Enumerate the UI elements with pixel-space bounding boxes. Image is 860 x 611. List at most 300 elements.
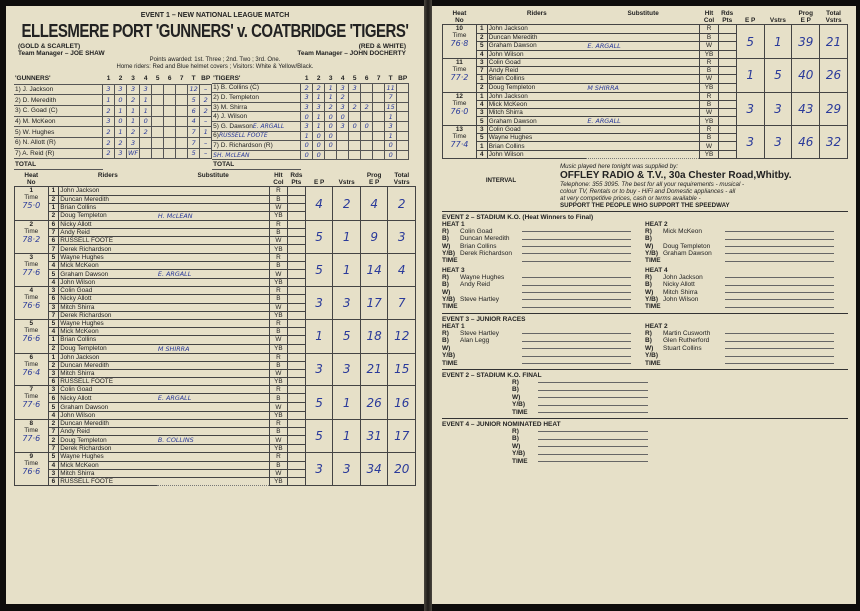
result-line	[442, 281, 645, 288]
rider-name-cell	[212, 131, 301, 141]
rider-number: 4	[48, 461, 59, 469]
heat-pep-score: 26	[360, 386, 388, 420]
time-label: Time	[24, 360, 39, 368]
ride-score	[164, 148, 176, 159]
heat-number: 4	[29, 287, 34, 295]
result-blank	[522, 250, 631, 254]
helmet-colour-code: B	[269, 461, 287, 469]
rider-name: Colin Goad	[59, 287, 157, 295]
event2-section	[442, 211, 848, 311]
helmet-colour-code: W	[700, 75, 718, 83]
heat-pvs-score: 20	[388, 453, 416, 486]
rider-name: 4) J. Wilson	[213, 113, 248, 121]
ride-score	[373, 150, 385, 160]
column-header: Riders	[97, 172, 118, 180]
heat-rider-row	[443, 25, 848, 33]
result-blank	[522, 330, 631, 334]
rider-number: 5	[476, 41, 487, 50]
ride-score: 1	[301, 131, 313, 141]
substitute-cell	[157, 303, 270, 311]
substitute-name: E. ARGALL	[157, 394, 192, 403]
helmet-colour-code: YB	[700, 50, 718, 58]
result-line	[512, 409, 848, 416]
ride-score: 1	[385, 131, 397, 141]
heat-rider-row	[15, 187, 416, 195]
heat-ep-score: 3	[736, 126, 764, 159]
heat-score-sheet-continued	[442, 10, 848, 159]
heat-pep-score: 31	[360, 419, 388, 453]
colour-code: B)	[645, 281, 652, 289]
result-line	[442, 289, 645, 296]
ride-score	[152, 105, 164, 116]
rider-name: 7) D. Richardson (R)	[213, 141, 273, 149]
helmet-colour-code: YB	[269, 311, 287, 319]
colour-code: TIME	[442, 303, 458, 311]
ride-score: 2	[200, 95, 212, 106]
ride-score	[164, 84, 176, 95]
ride-score	[373, 93, 385, 103]
rider-name: Derek Richardson	[59, 245, 157, 253]
rider-number: 3	[48, 303, 59, 311]
rider-entry: John Wilson	[663, 296, 699, 304]
ride-score	[397, 112, 409, 122]
colour-code: Y/B)	[645, 296, 658, 304]
helmet-colour-code: W	[269, 336, 287, 344]
heat-number: 3	[29, 253, 34, 261]
rider-number: 7	[48, 229, 59, 237]
rider-name: Colin Goad	[59, 386, 157, 394]
helmet-colour-code: W	[700, 108, 718, 116]
helmet-colour-code: B	[700, 100, 718, 108]
rider-name: 5) G. Dawson	[213, 122, 253, 130]
result-line	[645, 250, 848, 257]
ride-score: 5	[188, 148, 200, 159]
rider-points	[287, 403, 305, 411]
heat-pep-score: 14	[360, 253, 388, 287]
colour-code: R)	[442, 273, 449, 281]
result-line	[512, 379, 848, 386]
colour-code: B)	[442, 281, 449, 289]
rider-number: 3	[48, 386, 59, 394]
result-blank	[725, 337, 834, 341]
colour-code: TIME	[645, 303, 661, 311]
result-blank	[725, 250, 834, 254]
heat-ep-score: 5	[305, 386, 333, 420]
colour-code: B)	[442, 235, 449, 243]
column-header: Riders	[526, 10, 547, 18]
rider-number: 7	[476, 67, 487, 75]
column-header: Heat	[24, 172, 39, 180]
rider-number: 4	[476, 150, 487, 158]
rider-points	[287, 303, 305, 311]
rider-name: Duncan Meredith	[59, 419, 157, 427]
rider-name: Doug Templeton	[59, 344, 157, 353]
rider-name-cell	[14, 105, 103, 116]
rider-score-row	[14, 84, 212, 95]
advert-line: colour TV, Rentals or to buy - HiFi and Domestic appliances - all	[560, 187, 736, 195]
rider-number: 6	[48, 237, 59, 245]
advert-intro: Music played here tonight was supplied by:	[560, 162, 678, 170]
rider-score-row	[212, 83, 409, 93]
heat-vs-score: 3	[333, 353, 361, 386]
heat-number: 6	[29, 353, 34, 361]
rider-score-row	[212, 102, 409, 112]
rider-points	[718, 41, 736, 50]
column-header: Substitute	[197, 172, 229, 180]
result-line	[442, 296, 645, 303]
rider-name: John Jackson	[487, 92, 586, 100]
ride-score: 1	[200, 127, 212, 138]
rider-name: 3) M. Shirra	[213, 103, 248, 111]
heat-rider-row	[443, 126, 848, 134]
heat-number: 1	[29, 187, 34, 195]
colour-code: B)	[645, 337, 652, 345]
rider-points	[287, 477, 305, 485]
rider-name: 3) C. Goad (C)	[15, 107, 58, 115]
rider-entry: Brian Collins	[460, 242, 497, 250]
ride-score: 3	[127, 84, 140, 95]
heat-pvs-score: 16	[388, 386, 416, 420]
rider-number: 3	[476, 108, 487, 116]
substitute-name: E. ARGALL	[587, 117, 621, 126]
ride-score: 0	[325, 141, 337, 151]
ride-column-number: 2	[316, 74, 321, 82]
helmet-colour-code: YB	[269, 411, 287, 419]
colour-code: R)	[645, 273, 652, 281]
result-line	[512, 443, 848, 450]
heat-rider-row	[15, 419, 416, 427]
ride-column-number: T	[388, 74, 393, 82]
rider-number: 2	[48, 361, 59, 369]
heat-number-cell	[443, 58, 477, 92]
substitute-name: H. McLEAN	[157, 211, 193, 220]
heat-pep-score: 17	[360, 287, 388, 320]
ride-score	[397, 141, 409, 151]
event3-title: EVENT 3 – JUNIOR RACES	[442, 315, 526, 323]
rider-name-cell	[212, 150, 301, 160]
heat-vs-score: 3	[333, 287, 361, 320]
heat-ep-score: 5	[305, 220, 333, 253]
heat-pep-score: 34	[360, 453, 388, 486]
ride-score: 0	[140, 116, 152, 127]
helmet-colour-code: YB	[269, 245, 287, 253]
colour-code: Y/B)	[645, 352, 658, 360]
substitute-cell	[157, 279, 270, 287]
ride-score	[152, 95, 164, 106]
helmet-colour-code: R	[269, 453, 287, 461]
column-header: Prog	[366, 172, 382, 180]
column-header: No	[26, 179, 36, 187]
rider-entry	[663, 303, 725, 310]
home-colours: (GOLD & SCARLET)	[18, 43, 81, 50]
substitute-cell	[157, 187, 270, 195]
ride-score: 1	[325, 93, 337, 103]
ride-score	[373, 112, 385, 122]
heat-pep-score: 18	[360, 319, 388, 353]
ride-score: 1	[313, 93, 325, 103]
substitute-cell	[157, 336, 270, 344]
rider-points	[718, 50, 736, 58]
rider-score-row	[14, 116, 212, 127]
rider-points	[718, 25, 736, 33]
rider-points	[287, 353, 305, 361]
helmet-colour-code: R	[269, 253, 287, 261]
rider-score-row	[14, 127, 212, 138]
column-header	[586, 17, 700, 25]
rider-number: 5	[48, 253, 59, 261]
team-label: 'GUNNERS'	[15, 75, 51, 83]
rider-score-row	[212, 141, 409, 151]
event-heat-block	[645, 221, 848, 265]
rider-number: 1	[48, 187, 59, 195]
rider-points	[287, 261, 305, 269]
heat-time: 77·6	[22, 433, 41, 443]
event4-result-lines	[512, 428, 848, 465]
substitute-cell	[157, 203, 270, 211]
heat-pvs-score: 17	[388, 419, 416, 453]
ride-score	[361, 131, 373, 141]
colour-code: TIME	[442, 257, 458, 265]
rider-number: 2	[48, 436, 59, 445]
rider-number: 3	[48, 287, 59, 295]
rider-points	[287, 295, 305, 303]
ride-score	[164, 105, 176, 116]
heat-vs-score: 3	[764, 92, 792, 126]
rider-points	[287, 436, 305, 445]
ride-column-number: 2	[118, 75, 123, 83]
right-programme-page	[432, 6, 856, 604]
heat-ep-score: 3	[305, 353, 333, 386]
rider-entry: Doug Templeton	[663, 242, 711, 250]
result-blank	[522, 337, 631, 341]
ride-score	[140, 137, 152, 148]
heat-vs-score: 1	[333, 386, 361, 420]
event-heat-label: HEAT 4	[645, 266, 668, 274]
booklet-spine	[424, 0, 432, 611]
heat-rider-row	[443, 92, 848, 100]
substitute-cell	[586, 58, 700, 66]
ride-score: –	[200, 84, 212, 95]
column-header	[736, 10, 764, 17]
rider-name: Colin Goad	[487, 126, 586, 134]
ride-score	[152, 116, 164, 127]
helmet-colour-code: B	[269, 195, 287, 203]
substitute-cell	[157, 411, 270, 419]
heat-column-headers	[15, 179, 416, 187]
heat-pvs-score: 2	[388, 187, 416, 221]
result-blank	[725, 303, 834, 307]
rider-name: Brian Collins	[487, 75, 586, 83]
colour-code: Y/B)	[645, 250, 658, 258]
rider-entry: John Jackson	[663, 273, 703, 281]
ride-score: 7	[188, 127, 200, 138]
rider-entry	[460, 303, 522, 310]
substitute-name: M SHIRRA	[157, 344, 190, 353]
advert-line: at very competitive prices, cash or terms available -	[560, 194, 701, 202]
ride-score: 3	[301, 121, 313, 131]
ride-score	[152, 127, 164, 138]
rider-name: Graham Dawson	[59, 270, 157, 279]
rider-points	[718, 134, 736, 142]
ride-score	[337, 141, 349, 151]
rider-number: 1	[48, 353, 59, 361]
heat-pvs-score: 21	[820, 25, 848, 59]
ride-score: 0	[385, 141, 397, 151]
ride-score: 3	[337, 121, 349, 131]
helmet-colour-code: R	[269, 353, 287, 361]
helmet-colour-code: YB	[269, 279, 287, 287]
heat-rider-row	[15, 287, 416, 295]
rider-score-row	[212, 93, 409, 103]
rider-name-cell	[212, 102, 301, 112]
rider-entry: Andy Reid	[460, 281, 490, 289]
heat-number-cell	[15, 453, 49, 486]
result-line	[645, 281, 848, 288]
heat-rider-row	[15, 220, 416, 228]
heat-number-cell	[15, 287, 49, 320]
ride-score	[176, 95, 188, 106]
ride-score	[349, 141, 361, 151]
rider-points	[287, 336, 305, 344]
column-header: Vstrs	[769, 17, 786, 25]
result-blank	[522, 228, 631, 232]
rider-points	[287, 328, 305, 336]
column-header: Vstrs	[338, 179, 355, 187]
result-blank	[725, 330, 834, 334]
substitute-name: RUSSELL FOOTE	[218, 132, 268, 140]
colour-code: TIME	[512, 408, 528, 416]
helmet-colour-code: B	[269, 261, 287, 269]
heat-time: 76·6	[22, 467, 41, 477]
rider-name: Mick McKeon	[59, 261, 157, 269]
rider-number: 4	[48, 411, 59, 419]
heat-number-cell	[443, 92, 477, 126]
substitute-cell	[157, 378, 270, 386]
substitute-cell	[157, 386, 270, 394]
ride-column-number: 5	[155, 75, 160, 83]
rider-name: John Wilson	[59, 411, 157, 419]
rider-name: Brian Collins	[59, 336, 157, 344]
result-line	[645, 303, 848, 310]
ride-column-number: 6	[364, 74, 369, 82]
rider-name-cell	[14, 95, 103, 106]
advert-title: OFFLEY RADIO & T.V., 30a Chester Road,Whitby.	[560, 169, 792, 181]
result-line	[512, 428, 848, 435]
helmet-colour-code: YB	[700, 117, 718, 126]
helmet-colour-code: R	[700, 58, 718, 66]
ride-score: 3	[103, 84, 115, 95]
rider-number: 1	[476, 92, 487, 100]
rider-name-cell	[212, 121, 301, 131]
heat-ep-score: 3	[736, 92, 764, 126]
heat-rider-row	[443, 58, 848, 66]
rider-number: 2	[476, 83, 487, 92]
rider-number: 7	[48, 445, 59, 453]
ride-score: 2	[313, 83, 325, 93]
substitute-name: E. ARGALL	[252, 122, 285, 130]
rider-number: 4	[476, 100, 487, 108]
ride-score	[361, 150, 373, 160]
ride-score: 2	[127, 95, 140, 106]
ride-column-number: 7	[376, 74, 381, 82]
ride-score: 0	[349, 121, 361, 131]
ride-column-number: BP	[398, 74, 408, 82]
helmet-colour-code: W	[700, 41, 718, 50]
rider-number: 6	[48, 477, 59, 485]
ride-score: 3	[103, 116, 115, 127]
heat-number: 9	[29, 453, 34, 461]
rider-points	[718, 108, 736, 116]
ride-score: 2	[103, 105, 115, 116]
ride-score: –	[200, 116, 212, 127]
column-header	[487, 17, 586, 25]
substitute-cell	[157, 195, 270, 203]
rider-name: RUSSELL FOOTE	[59, 237, 157, 245]
rider-entry: Stuart Collins	[663, 344, 702, 352]
rider-entry: Graham Dawson	[663, 250, 712, 258]
event2-final-title: EVENT 2 – STADIUM K.O. FINAL	[442, 371, 542, 379]
ride-score: 1	[127, 116, 140, 127]
ride-score: 3	[385, 121, 397, 131]
rider-score-row	[14, 95, 212, 106]
rider-number: 6	[48, 378, 59, 386]
result-line	[645, 257, 848, 264]
ride-score: 2	[337, 93, 349, 103]
ride-column-number: 7	[179, 75, 184, 83]
rider-number: 4	[48, 328, 59, 336]
heat-pep-score: 21	[360, 353, 388, 386]
ride-score: 2	[103, 148, 115, 159]
rider-points	[287, 445, 305, 453]
helmet-colour-code: R	[269, 319, 287, 327]
heat-vs-score: 1	[764, 25, 792, 59]
helmet-colour-code: R	[700, 25, 718, 33]
rider-score-row	[14, 105, 212, 116]
helmet-colour-code: B	[269, 229, 287, 237]
rider-name: 1) B. Collins (C)	[213, 84, 260, 92]
ride-score: 0	[325, 112, 337, 122]
rider-entry: Steve Hartley	[460, 329, 500, 337]
ride-score	[361, 93, 373, 103]
rider-score-row	[14, 148, 212, 159]
rider-entry	[460, 257, 522, 264]
time-label: Time	[24, 326, 39, 334]
time-label: Time	[452, 32, 467, 40]
rider-points	[718, 33, 736, 41]
rider-name: 6)	[213, 132, 219, 140]
result-blank	[538, 450, 648, 454]
ride-score: 3	[337, 102, 349, 112]
event2-title: EVENT 2 – STADIUM K.O. (Heat Winners to Final)	[442, 213, 594, 221]
result-blank	[538, 394, 648, 398]
rider-name: Colin Goad	[487, 58, 586, 66]
rider-points	[718, 142, 736, 150]
ride-score: 4	[188, 116, 200, 127]
rider-name: Graham Dawson	[487, 41, 586, 50]
ride-score: 1	[313, 121, 325, 131]
rider-name: Nicky Allott	[59, 295, 157, 303]
column-header: E P	[744, 17, 756, 25]
ride-column-number: 3	[131, 75, 135, 83]
rider-number: 2	[48, 344, 59, 353]
helmet-colour-code: W	[269, 469, 287, 477]
column-header: No	[455, 17, 464, 25]
helmet-colour-code: B	[700, 33, 718, 41]
heat-column-headers	[15, 172, 416, 179]
ride-score: 1	[325, 83, 337, 93]
heat-ep-score: 4	[305, 187, 333, 221]
time-label: Time	[24, 294, 39, 302]
